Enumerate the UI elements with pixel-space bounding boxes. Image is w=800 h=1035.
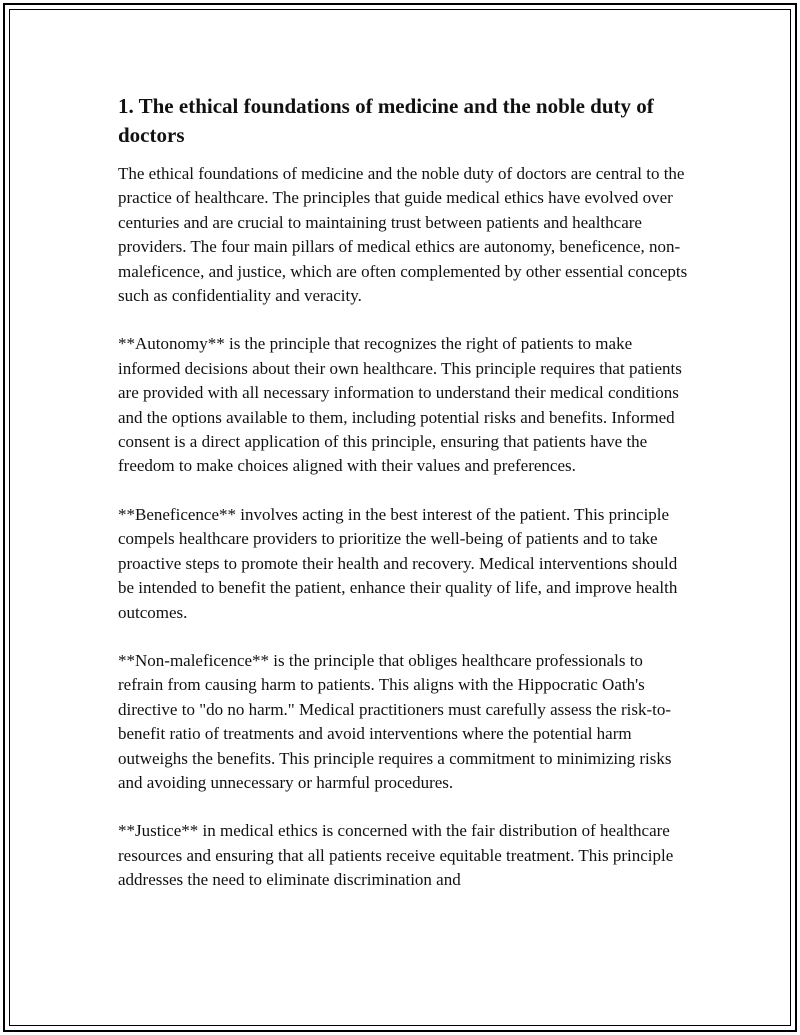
paragraph-intro: The ethical foundations of medicine and the noble duty of doctors are central to the practice of healthcare. The principles that guide medical ethics have evolved over centuries and are crucial to maintaining trust between patients and healthcare providers. The four main pillars of medical ethics are autonomy, beneficence, non-maleficence, and justice, which are often complemented by other essential concepts such as confidentiality and veracity.: [118, 164, 688, 306]
document-body: [118, 92, 690, 917]
section-heading: 1. The ethical foundations of medicine and the noble duty of doctors: [118, 94, 654, 147]
paragraph-non-maleficence: **Non-maleficence** is the principle that obliges healthcare professionals to refrain from causing harm to patients. This aligns with the Hippocratic Oath's directive to "do no harm." Medical practitioners must carefully assess the risk-to-benefit ratio of treatments and avoid interventions where the potential harm outweighs the benefits. This principle requires a commitment to minimizing risks and avoiding unnecessary or harmful procedures.: [118, 650, 672, 792]
paragraph-justice: **Justice** in medical ethics is concerned with the fair distribution of healthcare resources and ensuring that all patients receive equitable treatment. This principle addresses the need to eliminate discrimination and: [118, 821, 674, 890]
paragraph-beneficence: **Beneficence** involves acting in the best interest of the patient. This principle compels healthcare providers to prioritize the well-being of patients and to take proactive steps to promote their health and recovery. Medical interventions should be intended to benefit the patient, enhance their quality of life, and improve health outcomes.: [118, 504, 678, 622]
paragraph-autonomy: **Autonomy** is the principle that recognizes the right of patients to make informed decisions about their own healthcare. This principle requires that patients are provided with all necessary information to understand their medical conditions and the options available to them, including potential risks and benefits. Informed consent is a direct application of this principle, ensuring that patients have the freedom to make choices aligned with their values and preferences.: [118, 334, 682, 476]
